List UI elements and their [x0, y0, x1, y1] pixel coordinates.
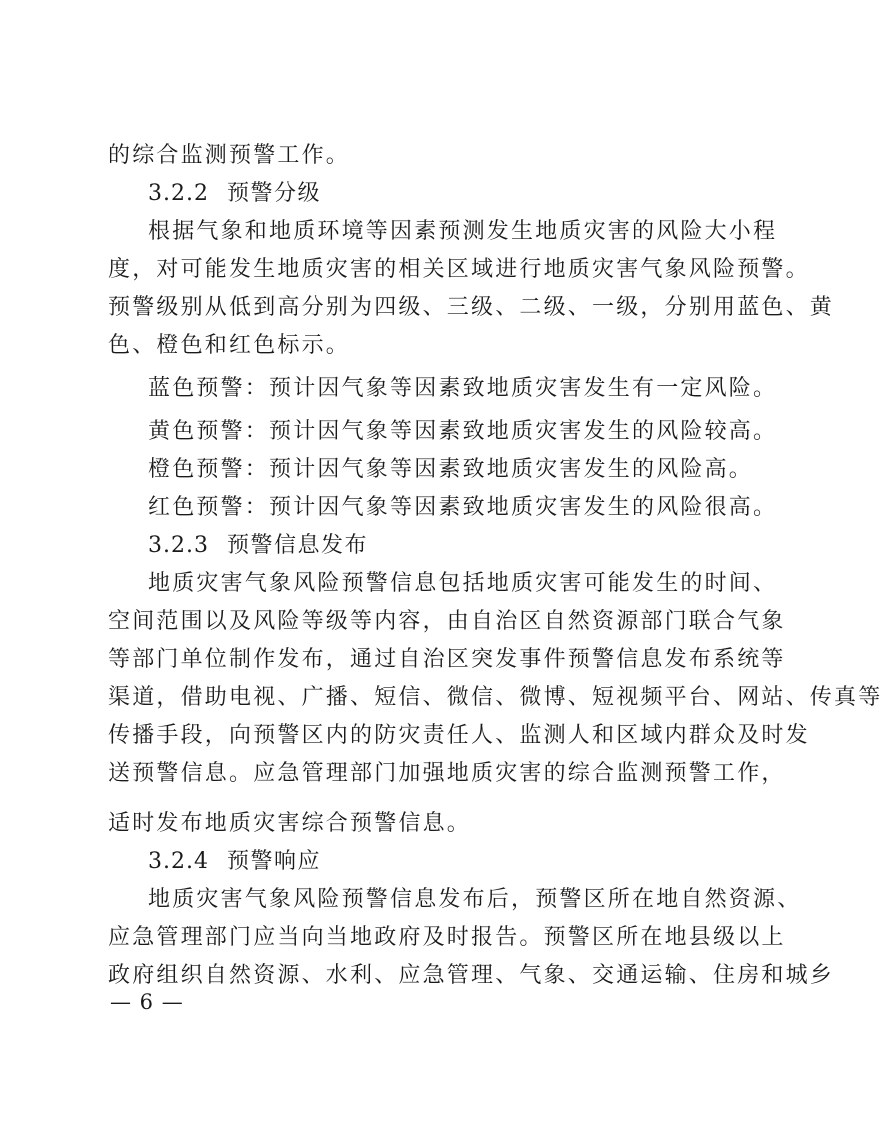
paragraph-line: 传播手段，向预警区内的防灾责任人、监测人和区域内群众及时发	[108, 723, 810, 748]
paragraph-line: 等部门单位制作发布，通过自治区突发事件预警信息发布系统等	[108, 647, 786, 672]
section-heading-3-2-4	[148, 848, 321, 876]
paragraph-line: 地质灾害气象风险预警信息发布后，预警区所在地自然资源、	[148, 887, 802, 912]
warning-blue-line: 蓝色预警：预计因气象等因素致地质灾害发生有一定风险。	[148, 376, 778, 401]
section-title: 预警分级	[226, 181, 321, 206]
section-heading-3-2-2	[148, 180, 321, 208]
paragraph-line: 地质灾害气象风险预警信息包括地质灾害可能发生的时间、	[148, 571, 778, 596]
paragraph-line: 预警级别从低到高分别为四级、三级、二级、一级，分别用蓝色、黄	[108, 295, 835, 320]
section-number: 3.2.3	[148, 533, 209, 558]
page-number: — 6 —	[110, 990, 184, 1014]
warning-yellow-line: 黄色预警：预计因气象等因素致地质灾害发生的风险较高。	[148, 419, 778, 444]
paragraph-line: 政府组织自然资源、水利、应急管理、气象、交通运输、住房和城乡	[108, 963, 835, 988]
warning-orange-line: 橙色预警：预计因气象等因素致地质灾害发生的风险高。	[148, 457, 754, 482]
section-number: 3.2.2	[148, 181, 209, 206]
paragraph-line: 送预警信息。应急管理部门加强地质灾害的综合监测预警工作，	[108, 761, 786, 786]
section-title: 预警响应	[226, 849, 321, 874]
paragraph-line: 度，对可能发生地质灾害的相关区域进行地质灾害气象风险预警。	[108, 257, 810, 282]
warning-red-line: 红色预警：预计因气象等因素致地质灾害发生的风险很高。	[148, 495, 778, 520]
paragraph-line: 适时发布地质灾害综合预警信息。	[108, 811, 472, 836]
paragraph-line: 空间范围以及风险等级等内容，由自治区自然资源部门联合气象	[108, 609, 786, 634]
paragraph-line: 的综合监测预警工作。	[108, 143, 351, 168]
paragraph-line: 应急管理部门应当向当地政府及时报告。预警区所在地县级以上	[108, 925, 786, 950]
section-heading-3-2-3	[148, 532, 368, 560]
section-number: 3.2.4	[148, 849, 209, 874]
paragraph-line: 色、橙色和红色标示。	[108, 333, 351, 358]
paragraph-line: 根据气象和地质环境等因素预测发生地质灾害的风险大小程	[148, 219, 778, 244]
section-title: 预警信息发布	[226, 533, 368, 558]
paragraph-line: 渠道，借助电视、广播、短信、微信、微博、短视频平台、网站、传真等	[108, 685, 882, 710]
